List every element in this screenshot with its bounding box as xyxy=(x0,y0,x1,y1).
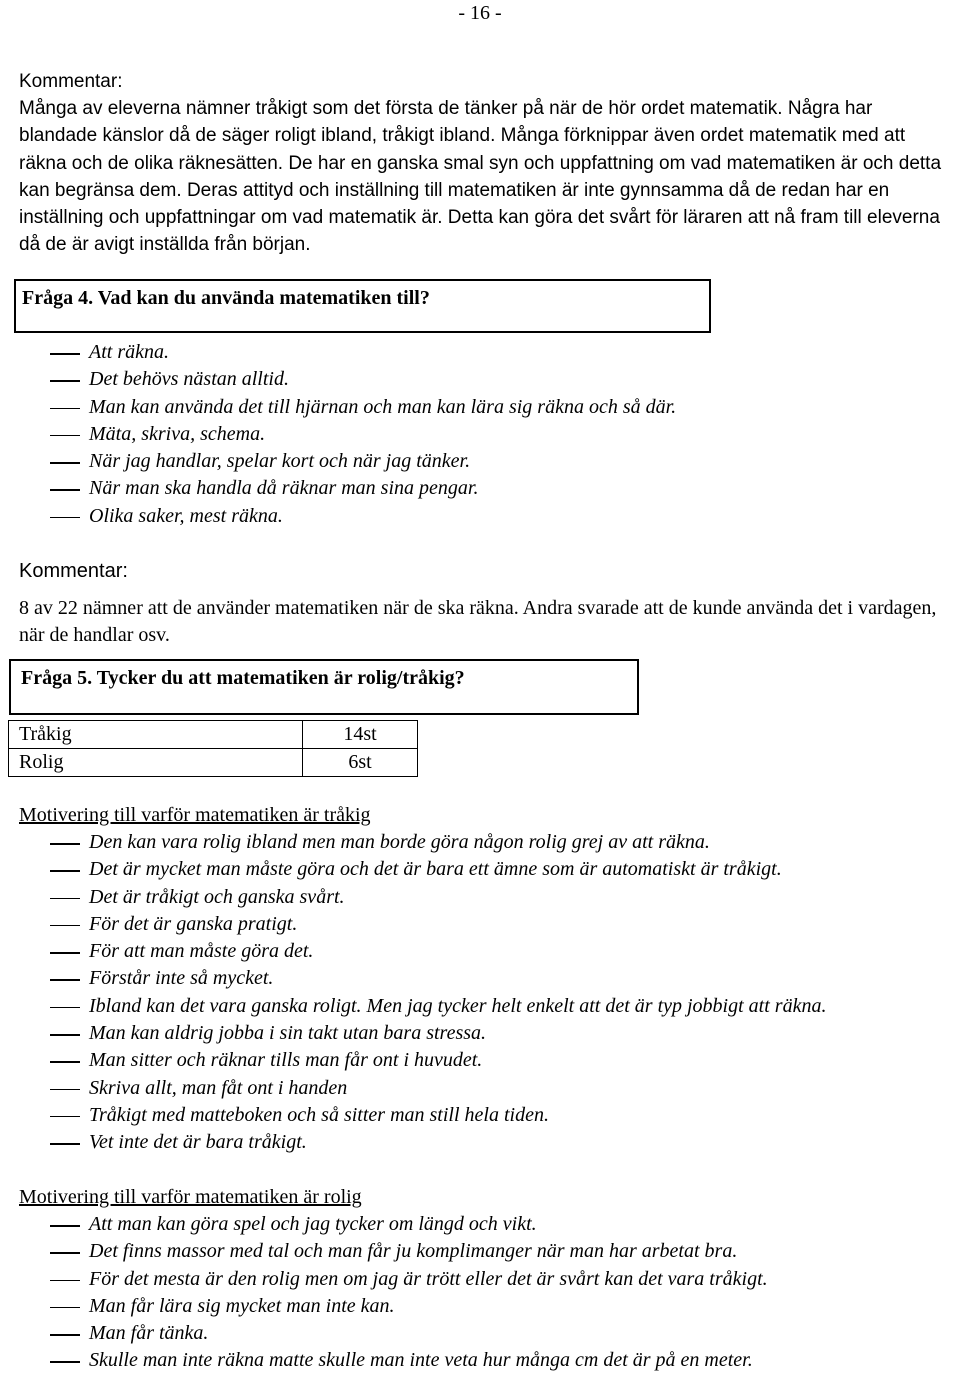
list-item: Skriva allt, man fåt ont i handen xyxy=(50,1075,826,1102)
list-item: Man får tänka. xyxy=(50,1320,768,1347)
answers-list-q4 xyxy=(50,339,676,530)
list-item: Förstår inte så mycket. xyxy=(50,965,826,992)
list-item: Att man kan göra spel och jag tycker om längd och vikt. xyxy=(50,1211,768,1238)
fun-reasons-heading: Motivering till varför matematiken är rolig xyxy=(19,1186,362,1208)
question-4-title: Fråga 4. Vad kan du använda matematiken till? xyxy=(22,287,430,309)
table-row xyxy=(9,721,418,749)
list-item: För det mesta är den rolig men om jag är trött eller det är svårt kan det vara tråkigt. xyxy=(50,1266,768,1293)
count-value: 14st xyxy=(303,721,418,749)
boring-reasons-list xyxy=(50,829,826,1157)
list-item: Det finns massor med tal och man får ju komplimanger när man har arbetat bra. xyxy=(50,1238,768,1265)
list-item: Skulle man inte räkna matte skulle man inte veta hur många cm det är på en meter. xyxy=(50,1347,768,1374)
comment-text: Många av eleverna nämner tråkigt som det första de tänker på när de hör ordet matematik. Några har blandade känslor då de säger roligt ibland, tråkigt ibland. Många förknippar även ordet matematik med att räkna och de olika räknesätten. De har en ganska smal syn och uppfattning om vad matematiken är och detta kan begränsa dem. Deras attityd och inställning till matematiken är inte gynnsamma då de redan har en inställning och uppfattningar om vad matematik är. Detta kan göra det svårt för läraren att nå fram till eleverna då de är avigt inställda från början. xyxy=(19,98,942,256)
comment-section-1 xyxy=(19,68,954,258)
comment-label: Kommentar: xyxy=(19,71,123,92)
count-label: Rolig xyxy=(9,749,303,777)
list-item: Det är tråkigt och ganska svårt. xyxy=(50,884,826,911)
list-item: Man sitter och räknar tills man får ont i huvudet. xyxy=(50,1047,826,1074)
list-item: Man kan aldrig jobba i sin takt utan bara stressa. xyxy=(50,1020,826,1047)
response-counts-table xyxy=(8,720,418,777)
list-item: Vet inte det är bara tråkigt. xyxy=(50,1129,826,1156)
list-item: Tråkigt med matteboken och så sitter man still hela tiden. xyxy=(50,1102,826,1129)
table-row xyxy=(9,749,418,777)
list-item: Olika saker, mest räkna. xyxy=(50,503,676,530)
count-value: 6st xyxy=(303,749,418,777)
list-item: Man får lära sig mycket man inte kan. xyxy=(50,1293,768,1320)
list-item: Att räkna. xyxy=(50,339,676,366)
list-item: Det är mycket man måste göra och det är bara ett ämne som är automatiskt är tråkigt. xyxy=(50,856,826,883)
count-label: Tråkig xyxy=(9,721,303,749)
comment-label: Kommentar: xyxy=(19,560,128,582)
fun-reasons-list xyxy=(50,1211,768,1375)
comment-text: 8 av 22 nämner att de använder matematiken när de ska räkna. Andra svarade att de kunde använda det i vardagen, när de handlar osv. xyxy=(19,596,937,646)
question-5-title: Fråga 5. Tycker du att matematiken är rolig/tråkig? xyxy=(21,667,465,689)
list-item: Det behövs nästan alltid. xyxy=(50,366,676,393)
list-item: Mäta, skriva, schema. xyxy=(50,421,676,448)
question-4-box xyxy=(14,279,711,333)
list-item: När man ska handla då räknar man sina pengar. xyxy=(50,475,676,502)
comment-section-2 xyxy=(19,558,954,650)
list-item: Man kan använda det till hjärnan och man kan lära sig räkna och så där. xyxy=(50,394,676,421)
list-item: När jag handlar, spelar kort och när jag tänker. xyxy=(50,448,676,475)
question-5-box xyxy=(9,659,639,715)
list-item: Ibland kan det vara ganska roligt. Men jag tycker helt enkelt att det är typ jobbigt att räkna. xyxy=(50,993,826,1020)
page-number: - 16 - xyxy=(458,2,502,24)
list-item: Den kan vara rolig ibland men man borde göra någon rolig grej av att räkna. xyxy=(50,829,826,856)
list-item: För det är ganska pratigt. xyxy=(50,911,826,938)
list-item: För att man måste göra det. xyxy=(50,938,826,965)
boring-reasons-heading: Motivering till varför matematiken är tråkig xyxy=(19,804,371,826)
